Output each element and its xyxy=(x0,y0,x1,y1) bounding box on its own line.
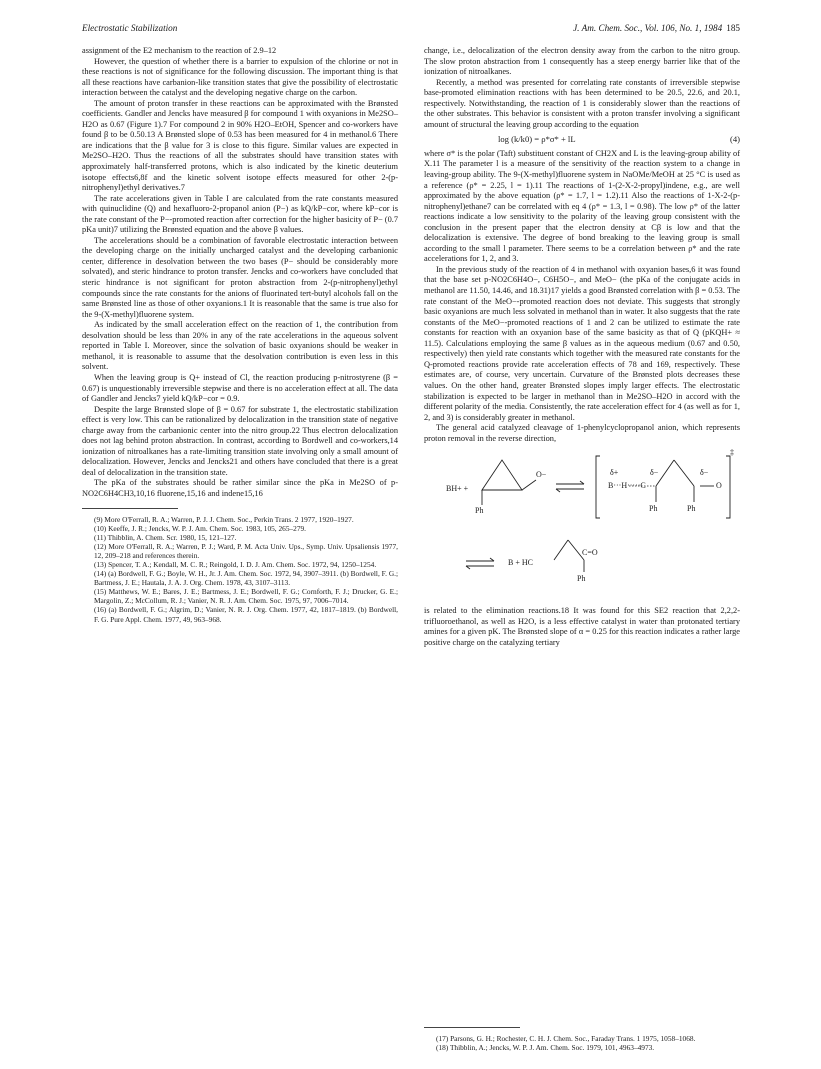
scheme-ph-2: Ph xyxy=(649,504,658,514)
footnote: (10) Keeffe, J. R.; Jencks, W. P. J. Am. Chem. Soc. 1983, 105, 265–279. xyxy=(94,523,307,533)
scheme-b-h-c: B···H·····C xyxy=(608,481,646,491)
paragraph: In the previous study of the reaction of 4 in methanol with oxyanion bases,6 it was found that the base set p-NO2C6H4O−, C6H5O−, and MeO− (the pKa of the conjugate acids in methanol are 11.50, 14.46, and 18.31)17 yields a good Brønsted correlation with β = 0.53. The rate constant of the MeO−-promoted reaction does not deviate. This suggests that strongly basic oxyanions are much less solvated in methanol than in water. It also suggests that the rate constants of the MeO−-promoted reactions of 1 and 2 can be utilized to estimate the rate constants for reaction with an oxyanion base of the same basicity as that of Q (pKQH+ ≈ 11.5). Calculations employing the same β values as in the aqueous medium (0.67 and 0.50, respectively) then yield rate constants which together with the measured rate constants for the Q-promoted reactions provide rate acceleration effects of 78 and 169, respectively. These estimates are, of course, very uncertain. Curvature of the Brønsted plots decreases these values. On the other hand, greater Brønsted slopes imply larger effects. The electrostatic stabilization is expected to be larger in methanol than in Me2SO–H2O in accord with the different polarity of the media. Consistently, the rate acceleration effect for 4 (as well as for 1, 2, and 3) is considerably greater in methanol. xyxy=(424,264,740,422)
scheme-ph-1: Ph xyxy=(475,506,484,516)
scheme-delta-plus: δ+ xyxy=(610,468,619,478)
footnote: (18) Thibblin, A.; Jencks, W. P. J. Am. Chem. Soc. 1979, 101, 4963–4973. xyxy=(436,1043,655,1053)
paragraph: assignment of the E2 mechanism to the reaction of 2.9–12 xyxy=(82,46,277,55)
paragraph: Despite the large Brønsted slope of β = 0.67 for substrate 1, the electrostatic stabilization effect is very low. This can be rationalized by delocalization in the transition state of negative charge away from the carbanionic center into the nitro group.22 Thus electron delocalization does not lag behind proton abstraction. In contrast, according to Bordwell and co-workers,14 ionization of nitroalkanes has a rate-limiting transition state involving only a small amount of delocalization. However, Jencks and Jencks21 and others have concluded that there is a great deal of delocalization in the transition state. xyxy=(82,404,398,477)
scheme-o: O xyxy=(716,481,722,491)
scheme-bh-plus: BH+ + xyxy=(446,484,469,494)
footnote: (14) (a) Bordwell, F. G.; Boyle, W. H., Jr. J. Am. Chem. Soc. 1972, 94, 3907–3911. (b) Bordwell, F. G.; Bartmess, J. E.; Hautala, J. A. J. Org. Chem. 1978, 43, 3107–3113. xyxy=(94,569,398,588)
page-number: 185 xyxy=(726,23,740,33)
footnote: (9) More O'Ferrall, R. A.; Warren, P. J. J. Chem. Soc., Perkin Trans. 2 1977, 1920–1927. xyxy=(94,514,354,524)
paragraph: The rate accelerations given in Table I are calculated from the rate constants measured with quinuclidine (Q) and hexafluoro-2-propanol anion (P−) as kQ/kP−cor, where kP−cor is the rate constant of the P−-promoted reaction after correction for the higher basicity of P− (0.7 pKa unit)7 utilizing the Brønsted equation and the above β values. xyxy=(82,193,398,235)
scheme-b-plus-hc: B + HC xyxy=(508,558,533,568)
footnotes-left xyxy=(82,515,398,624)
equation-number: (4) xyxy=(729,134,740,145)
paragraph: where σ* is the polar (Taft) substituent constant of CH2X and L is the leaving-group ability of X.11 The parameter l is a measure of the sensitivity of the reaction system to a change in leaving-group ability. The 9-(X-methyl)fluorene system in NaOMe/MeOH at 25 °C is used as a reference (ρ* = 2.25, l = 1).11 The reactions of 1-(2-X-2-propyl)indene, e.g., are well approximated by the above equation (ρ* = 1.7, l = 1.2).11 Also the reactions of 1-X-2-(p-nitrophenyl)ethane7 can be correlated with eq 4 (ρ* = 1.3, l = 0.98). The low ρ* of the latter reactions indicate a low sensitivity to the polarity of the leaving group consistent with the conclusion in the present paper that the electron density at Cβ is low and that the delocalization is extensive. The degree of bond breaking to the leaving group is small according to the small l parameter. There seems to be a correlation between ρ* and the rate accelerations for 1, 2, and 3. xyxy=(424,148,740,264)
scheme-ph-4: Ph xyxy=(577,574,586,584)
scheme-dagger: ‡ xyxy=(730,448,734,458)
running-header xyxy=(82,23,740,37)
equation-4 xyxy=(424,134,740,145)
paragraph: However, the question of whether there is a barrier to expulsion of the chlorine or not in these reactions is not of significance for the following discussion. The important thing is that all these reactions have carbanion-like transition states that give the possibility of electrostatic interaction between the catalyst and the developing negative charge on the carbon. xyxy=(82,56,398,98)
footnote-divider xyxy=(424,1027,520,1028)
footnote-divider xyxy=(82,508,178,509)
scheme-delta-minus-2: δ− xyxy=(700,468,709,478)
paragraph: Recently, a method was presented for correlating rate constants of irreversible stepwise base-promoted elimination reactions with has been determined to be 20.5, 22.6, and 20.1, respectively. Notwithstanding, the reaction of 1 is considerably slower than the reactions of the other substrates. This behavior is consistent with a proton transfer involving a significant amount of structural the leaving group according to the equation xyxy=(424,77,740,129)
scheme-ph-3: Ph xyxy=(687,504,696,514)
paragraph: The amount of proton transfer in these reactions can be approximated with the Brønsted coefficients. Gandler and Jencks have measured β for compound 1 with oxyanions in Me2SO–H2O as 0.67 (Figure 1).7 For compound 2 in 90% H2O–EtOH, Spencer and co-workers have found β to be 0.50.13 A Brønsted slope of 0.53 has been measured for 4 in methanol.6 There are indications that the β value for 3 is close to this figure. Similar values are expected in Me2SO–H2O. Thus the reactions of all the substrates should have transition states with approximately half-transferred protons, which is also indicated by the kinetic deuterium isotope effects6,8f and the kinetic solvent isotope effects measured for other 2-(p-nitrophenyl)ethyl derivatives.7 xyxy=(82,98,398,193)
paragraph: change, i.e., delocalization of the electron density away from the carbon to the nitro group. The slow proton abstraction from 1 consequently has a steep energy barrier like that of the ionization of nitroalkanes. xyxy=(424,46,740,77)
left-column xyxy=(82,46,398,624)
header-journal xyxy=(573,23,740,33)
scheme-c-eq-o: C=O xyxy=(582,548,598,558)
reaction-scheme xyxy=(424,450,740,600)
footnote: (17) Parsons, G. H.; Rochester, C. H. J. Chem. Soc., Faraday Trans. 1 1975, 1058–1068. xyxy=(436,1034,696,1043)
equation-formula: log (k/k0) = ρ*σ* + lL xyxy=(498,134,576,145)
footnote: (12) More O'Ferrall, R. A.; Warren, P. J.; Ward, P. M. Acta Univ. Ups., Symp. Univ. Upsaliensis 1977, 12, 209–218 and references therein. xyxy=(94,541,398,560)
scheme-delta-minus-1: δ− xyxy=(650,468,659,478)
paragraph: The accelerations should be a combination of favorable electrostatic interaction between the developing charge on the initially uncharged catalyst and the developing carbanionic center, difference in desolvation between the two bases (P− should be considerably more solvated), and steric hindrance to proton transfer. Jencks and co-workers have concluded that steric hindrance is not significant for proton abstraction from 2-(p-nitrophenyl)ethyl compounds since the rate constants for the anions of fluorinated tert-butyl alcohols fall on the same Brønsted line as those of other oxyanions.1 It is reasonable that the same is true also for the 9-(X-methyl)fluorene system. xyxy=(82,235,398,319)
header-citation: J. Am. Chem. Soc., Vol. 106, No. 1, 1984 xyxy=(573,23,723,33)
right-column xyxy=(424,46,740,648)
cyclopropane-ring xyxy=(482,460,522,490)
footnote: (11) Thibblin, A. Chem. Scr. 1980, 15, 121–127. xyxy=(94,532,237,542)
paragraph: is related to the elimination reactions.18 It was found for this SE2 reaction that 2,2,2-trifluoroethanol, as well as H2O, is a less effective catalyst in water than protonated tertiary amines for a given pK. The Brønsted slope of α = 0.25 for this reaction indicates a rather large positive charge on the catalyzing tertiary xyxy=(424,606,740,647)
paragraph: The pKa of the substrates should be rather similar since the pKa in Me2SO of p-NO2C6H4CH3,10,16 fluorene,15,16 and indene15,16 xyxy=(82,478,398,498)
paragraph: As indicated by the small acceleration effect on the reaction of 1, the contribution from desolvation should be less than 20% in any of the rate accelerations in the aqueous solvent reported in Table I. Moreover, since the solvation of basic oxyanions should be weaker in methanol, it is reasonable to assume that the desolvation contribution is even less in this solvent. xyxy=(82,320,398,372)
footnote-group xyxy=(424,1034,740,1052)
paragraph: The general acid catalyzed cleavage of 1-phenylcyclopropanol anion, which represents proton removal in the reverse direction, xyxy=(424,423,740,443)
footnote: (16) (a) Bordwell, F. G.; Algrim, D.; Vanier, N. R. J. Org. Chem. 1977, 42, 1817–1819. (b) Bordwell, F. G. Pure Appl. Chem. 1977, 49, 963–968. xyxy=(94,605,398,624)
scheme-o-minus: O− xyxy=(536,470,547,480)
paragraph: When the leaving group is Q+ instead of Cl, the reaction producing p-nitrostyrene (β = 0.67) is unquestionably irreversible stepwise and there is no acceleration effect at all. The data of Gandler and Jencks7 yield kQ/kP−cor = 0.9. xyxy=(82,372,398,404)
header-title: Electrostatic Stabilization xyxy=(82,23,178,33)
c-o-bond xyxy=(522,480,536,490)
footnotes-right xyxy=(424,1027,740,1052)
footnote: (15) Matthews, W. E.; Bares, J. E.; Bartmess, J. E.; Bordwell, F. G.; Cornforth, F. J.; Drucker, G. E.; Margolin, Z.; McCollum, R. J.; Vanier, N. R. J. Am. Chem. Soc. 1975, 97, 7006–7014. xyxy=(94,587,398,606)
footnote: (13) Spencer, T. A.; Kendall, M. C. R.; Reingold, I. D. J. Am. Chem. Soc. 1972, 94, 1250–1254. xyxy=(94,559,377,569)
